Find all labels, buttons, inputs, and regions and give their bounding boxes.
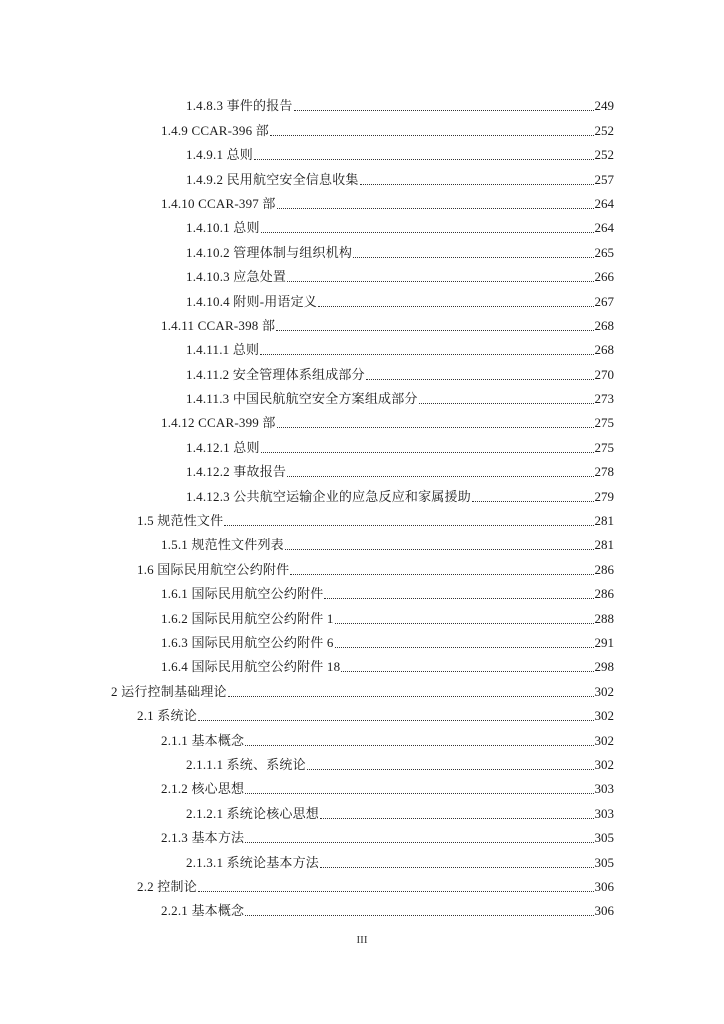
toc-entry-page-number: 268	[594, 317, 614, 333]
toc-entry[interactable]	[0, 529, 724, 553]
toc-entry[interactable]	[0, 602, 724, 626]
toc-entry-title: 1.5 规范性文件	[137, 513, 224, 529]
toc-entry-line	[186, 172, 614, 188]
toc-entry-line	[186, 440, 614, 456]
page-number-footer: III	[356, 934, 368, 946]
toc-entry[interactable]	[0, 627, 724, 651]
toc-entry-title: 2.1.1.1 系统、系统论	[186, 756, 306, 772]
dot-leader	[324, 597, 593, 599]
toc-entry-title: 1.4.12 CCAR-399 部	[161, 415, 276, 431]
dot-leader	[318, 305, 593, 307]
toc-entry-title: 2.1.1 基本概念	[161, 732, 245, 748]
dot-leader	[360, 183, 594, 185]
dot-leader	[270, 134, 594, 136]
toc-entry[interactable]	[0, 505, 724, 529]
dot-leader	[366, 378, 594, 380]
toc-entry[interactable]	[0, 285, 724, 309]
toc-entry[interactable]	[0, 431, 724, 455]
toc-entry-line	[137, 708, 614, 724]
toc-entry-line	[186, 245, 614, 261]
toc-entry[interactable]	[0, 407, 724, 431]
toc-entry-title: 1.4.12.2 事故报告	[186, 464, 287, 480]
toc-entry-title: 2 运行控制基础理论	[111, 683, 227, 699]
toc-entry-line	[161, 196, 614, 212]
toc-entry-title: 1.4.10.2 管理体制与组织机构	[186, 244, 353, 260]
toc-entry[interactable]	[0, 871, 724, 895]
dot-leader	[341, 670, 593, 672]
toc-entry[interactable]	[0, 578, 724, 602]
toc-entry-title: 1.6.4 国际民用航空公约附件 18	[161, 659, 341, 675]
toc-entry[interactable]	[0, 188, 724, 212]
toc-entry-title: 1.4.9.1 总则	[186, 147, 253, 163]
toc-entry-title: 1.6.2 国际民用航空公约附件 1	[161, 610, 334, 626]
toc-entry-line	[186, 342, 614, 358]
toc-entry[interactable]	[0, 895, 724, 919]
dot-leader	[260, 353, 593, 355]
dot-leader	[276, 329, 593, 331]
toc-entry-title: 2.1.3 基本方法	[161, 830, 245, 846]
dot-leader	[335, 622, 594, 624]
dot-leader	[245, 792, 593, 794]
toc-entry-title: 2.1 系统论	[137, 708, 197, 724]
toc-entry-page-number: 265	[594, 244, 614, 260]
toc-entry-page-number: 286	[594, 586, 614, 602]
toc-entry-page-number: 264	[594, 195, 614, 211]
dot-leader	[277, 426, 594, 428]
toc-entry-page-number: 288	[594, 610, 614, 626]
toc-entry[interactable]	[0, 236, 724, 260]
toc-entry-line	[161, 781, 614, 797]
toc-entry-title: 1.4.9.2 民用航空安全信息收集	[186, 171, 359, 187]
toc-entry-line	[111, 684, 614, 700]
toc-entry-page-number: 278	[594, 464, 614, 480]
toc-entry-line	[186, 391, 614, 407]
toc-entry[interactable]	[0, 700, 724, 724]
toc-entry-title: 1.6 国际民用航空公约附件	[137, 561, 290, 577]
toc-entry-line	[186, 806, 614, 822]
toc-entry[interactable]	[0, 797, 724, 821]
toc-entry[interactable]	[0, 749, 724, 773]
toc-entry-line	[161, 903, 614, 919]
toc-entry[interactable]	[0, 261, 724, 285]
toc-entry-line	[186, 220, 614, 236]
dot-leader	[335, 646, 594, 648]
dot-leader	[285, 548, 594, 550]
toc-entry[interactable]	[0, 675, 724, 699]
dot-leader	[320, 866, 593, 868]
toc-entry-line	[161, 635, 614, 651]
toc-entry-title: 1.4.8.3 事件的报告	[186, 98, 293, 114]
toc-entry-line	[186, 757, 614, 773]
dot-leader	[261, 231, 594, 233]
toc-entry-page-number: 281	[594, 513, 614, 529]
dot-leader	[245, 914, 593, 916]
toc-entry-page-number: 306	[594, 903, 614, 919]
dot-leader	[254, 158, 594, 160]
toc-entry[interactable]	[0, 383, 724, 407]
toc-entry-page-number: 306	[594, 878, 614, 894]
toc-entry-title: 1.4.11.3 中国民航航空安全方案组成部分	[186, 391, 418, 407]
toc-entry-title: 1.5.1 规范性文件列表	[161, 537, 284, 553]
toc-entry-line	[161, 586, 614, 602]
toc-entry-page-number: 302	[594, 683, 614, 699]
toc-entry-line	[186, 98, 614, 114]
toc-entry-line	[137, 513, 614, 529]
dot-leader	[224, 524, 593, 526]
toc-entry[interactable]	[0, 358, 724, 382]
toc-entry[interactable]	[0, 139, 724, 163]
toc-entry-line	[161, 830, 614, 846]
toc-entry-page-number: 302	[594, 732, 614, 748]
toc-entry-page-number: 275	[594, 415, 614, 431]
dot-leader	[245, 744, 593, 746]
toc-entry-line	[186, 489, 614, 505]
toc-entry-page-number: 303	[594, 805, 614, 821]
toc-entry-page-number: 249	[594, 98, 614, 114]
toc-entry-title: 1.4.10.1 总则	[186, 220, 260, 236]
toc-entry-page-number: 291	[594, 634, 614, 650]
dot-leader	[287, 475, 593, 477]
toc-entry[interactable]	[0, 163, 724, 187]
dot-leader	[294, 109, 594, 111]
dot-leader	[320, 817, 593, 819]
dot-leader	[228, 695, 594, 697]
toc-entry-title: 2.1.2 核心思想	[161, 781, 245, 797]
toc-entry-title: 2.2.1 基本概念	[161, 903, 245, 919]
toc-entry-page-number: 286	[594, 561, 614, 577]
toc-entry-page-number: 257	[594, 171, 614, 187]
toc-entry[interactable]	[0, 310, 724, 334]
toc-entry-page-number: 305	[594, 854, 614, 870]
toc-entry-page-number: 268	[594, 342, 614, 358]
toc-entry-line	[186, 147, 614, 163]
toc-entry-page-number: 302	[594, 756, 614, 772]
toc-entry-title: 1.4.10.3 应急处置	[186, 269, 287, 285]
toc-entry-page-number: 252	[594, 122, 614, 138]
toc-entry-title: 1.6.3 国际民用航空公约附件 6	[161, 634, 334, 650]
toc-entry[interactable]	[0, 480, 724, 504]
toc-entry-line	[186, 855, 614, 871]
toc-entry-title: 1.4.12.3 公共航空运输企业的应急反应和家属援助	[186, 488, 471, 504]
toc-entry-line	[161, 537, 614, 553]
toc-entry-page-number: 266	[594, 269, 614, 285]
toc-entry-line	[161, 123, 614, 139]
toc-entry-page-number: 303	[594, 781, 614, 797]
toc-entry-line	[186, 294, 614, 310]
toc-entry-line	[186, 269, 614, 285]
dot-leader	[419, 402, 594, 404]
toc-entry[interactable]	[0, 456, 724, 480]
toc-entry-line	[161, 733, 614, 749]
toc-entry-title: 1.4.11.1 总则	[186, 342, 260, 358]
dot-leader	[307, 768, 594, 770]
toc-entry-title: 1.4.10.4 附则-用语定义	[186, 293, 318, 309]
toc-entry-line	[137, 879, 614, 895]
toc-entry-page-number: 273	[594, 391, 614, 407]
toc-entry[interactable]	[0, 334, 724, 358]
toc-entry-title: 1.4.12.1 总则	[186, 439, 260, 455]
dot-leader	[198, 719, 594, 721]
toc-entry-line	[186, 464, 614, 480]
dot-leader	[287, 280, 593, 282]
dot-leader	[353, 256, 593, 258]
toc-entry-title: 1.4.10 CCAR-397 部	[161, 195, 276, 211]
toc-entry[interactable]	[0, 651, 724, 675]
toc-entry-page-number: 302	[594, 708, 614, 724]
toc-entry-title: 1.4.9 CCAR-396 部	[161, 122, 269, 138]
toc-entry-page-number: 279	[594, 488, 614, 504]
toc-entry[interactable]	[0, 212, 724, 236]
dot-leader	[245, 841, 593, 843]
toc-entry-title: 1.4.11.2 安全管理体系组成部分	[186, 366, 365, 382]
dot-leader	[290, 573, 593, 575]
toc-entry-title: 2.1.3.1 系统论基本方法	[186, 854, 320, 870]
dot-leader	[198, 890, 594, 892]
dot-leader	[277, 207, 594, 209]
toc-entry-line	[161, 659, 614, 675]
dot-leader	[261, 451, 594, 453]
toc-entry-line	[161, 611, 614, 627]
toc-entry[interactable]	[0, 114, 724, 138]
toc-entry-line	[137, 562, 614, 578]
toc-entry-page-number: 298	[594, 659, 614, 675]
toc-entry[interactable]	[0, 846, 724, 870]
toc-entry-page-number: 270	[594, 366, 614, 382]
toc-entry[interactable]	[0, 553, 724, 577]
toc-entry[interactable]	[0, 90, 724, 114]
toc-entry-page-number: 252	[594, 147, 614, 163]
toc-entry-title: 1.4.11 CCAR-398 部	[161, 317, 276, 333]
toc-entry-page-number: 281	[594, 537, 614, 553]
toc-entry-page-number: 305	[594, 830, 614, 846]
toc-entry[interactable]	[0, 724, 724, 748]
toc-entry[interactable]	[0, 773, 724, 797]
toc-entry-line	[161, 318, 614, 334]
toc-entry-page-number: 275	[594, 439, 614, 455]
toc-entry-title: 1.6.1 国际民用航空公约附件	[161, 586, 324, 602]
toc-entry-line	[186, 367, 614, 383]
toc-entry-line	[161, 415, 614, 431]
toc-entry-title: 2.1.2.1 系统论核心思想	[186, 805, 320, 821]
toc-entry-title: 2.2 控制论	[137, 878, 197, 894]
toc-entry-page-number: 267	[594, 293, 614, 309]
toc-entry[interactable]	[0, 822, 724, 846]
table-of-contents	[0, 90, 724, 919]
dot-leader	[472, 500, 594, 502]
toc-entry-page-number: 264	[594, 220, 614, 236]
